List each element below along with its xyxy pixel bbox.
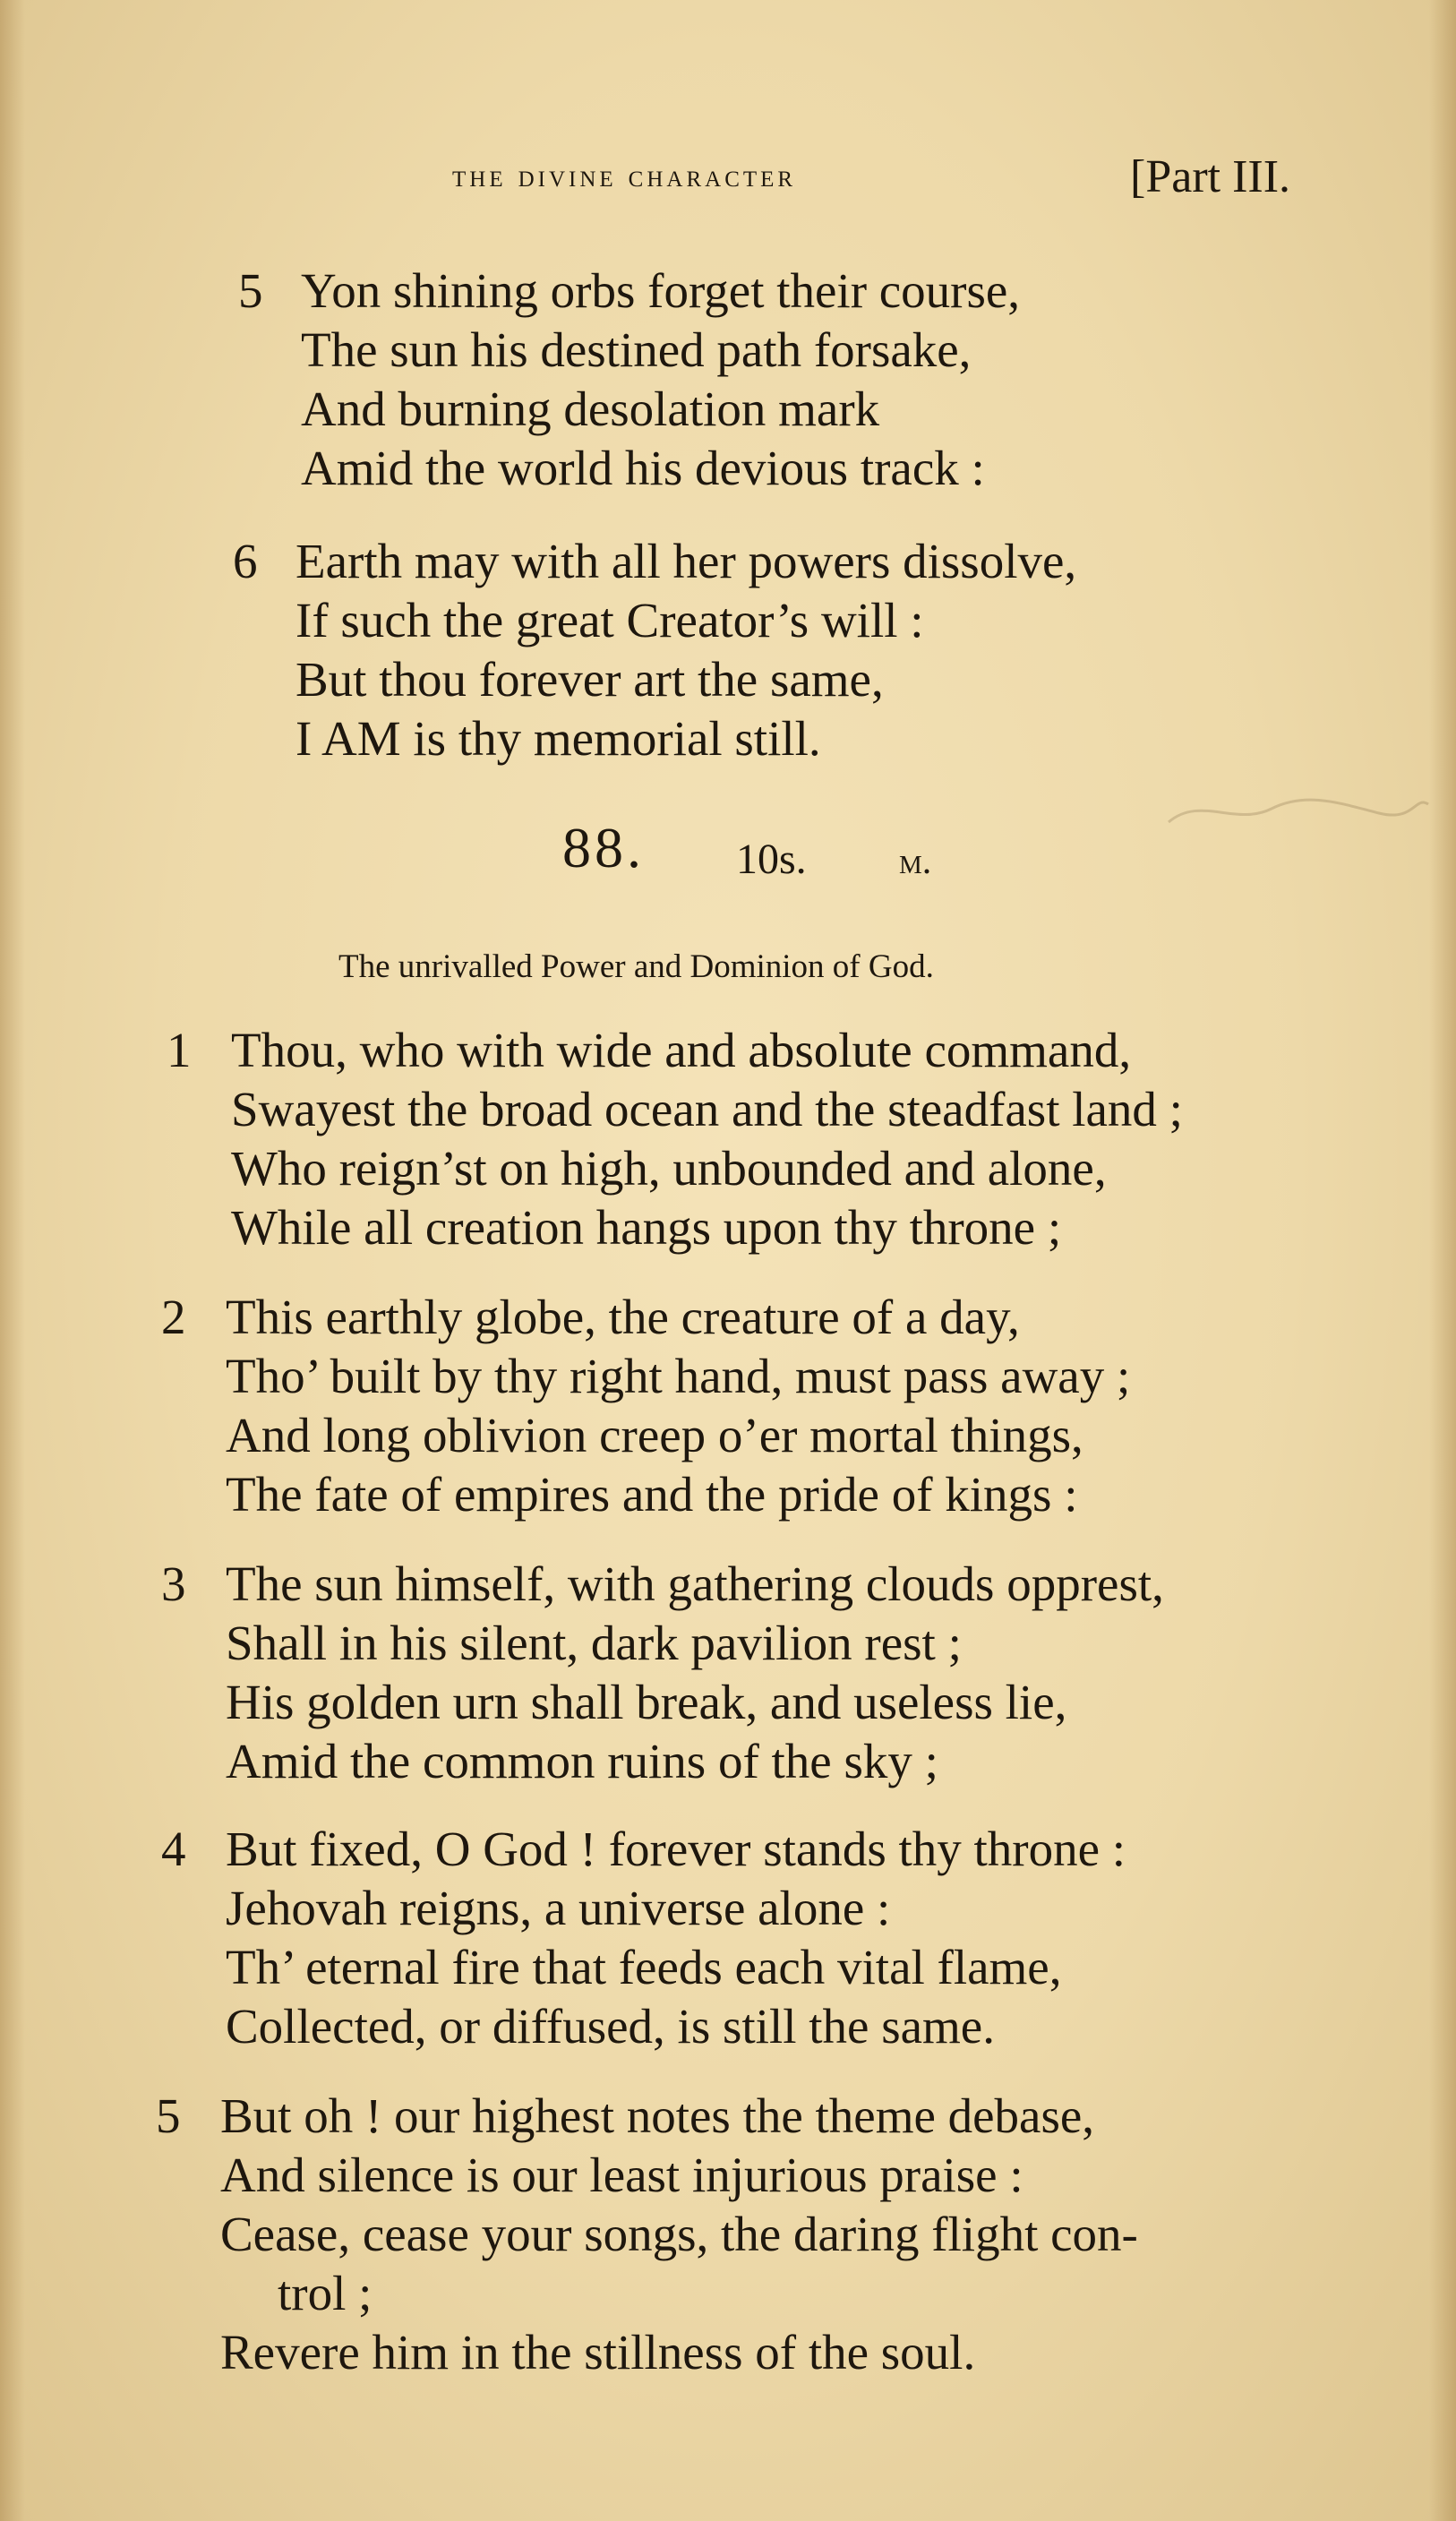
stanza-line: But fixed, O God ! forever stands thy throne : — [226, 1822, 1126, 1876]
stanza-line: Earth may with all her powers dissolve, — [295, 534, 1077, 588]
stanza-number: 5 — [156, 2088, 181, 2143]
page-right-edge — [1429, 0, 1456, 2521]
stanza-line: I AM is thy memorial still. — [295, 711, 821, 766]
stanza-line: This earthly globe, the creature of a day, — [226, 1290, 1020, 1344]
stanza-line: The sun himself, with gathering clouds opprest, — [226, 1556, 1164, 1611]
stanza-line: Amid the world his devious track : — [301, 441, 985, 495]
stanza-line-continuation: trol ; — [278, 2266, 373, 2320]
stanza-line: Collected, or diffused, is still the same. — [226, 1999, 995, 2054]
stanza-line: Tho’ built by thy right hand, must pass away ; — [226, 1349, 1131, 1403]
hymn-stanza-1 — [167, 1021, 1183, 1257]
stanza-line: Jehovah reigns, a universe alone : — [226, 1881, 891, 1935]
stanza-line: Cease, cease your songs, the daring flight con- — [220, 2207, 1138, 2261]
stanza-number: 3 — [161, 1556, 186, 1611]
stanza-line: While all creation hangs upon thy throne ; — [231, 1200, 1062, 1255]
stanza-line: Swayest the broad ocean and the steadfast land ; — [231, 1082, 1183, 1136]
stanza-line: And burning desolation mark — [301, 382, 880, 436]
hymn-stanza-2 — [161, 1288, 1131, 1524]
stanza-line: Yon shining orbs forget their course, — [301, 263, 1021, 318]
hymn-stanza-3 — [161, 1555, 1164, 1791]
stanza-line: Thou, who with wide and absolute command, — [231, 1023, 1132, 1077]
stanza-line: And silence is our least injurious praise : — [220, 2148, 1023, 2202]
stanza-number: 5 — [238, 263, 263, 318]
stanza-line: His golden urn shall break, and useless lie, — [226, 1675, 1067, 1729]
stanza-number: 1 — [167, 1023, 192, 1077]
page-left-edge — [0, 0, 25, 2521]
stanza-line: And long oblivion creep o’er mortal things, — [226, 1408, 1083, 1462]
pencil-marginalia — [1164, 777, 1433, 840]
hymn-stanza-5 — [156, 2087, 1138, 2382]
prev-stanza-5 — [238, 262, 1021, 498]
stanza-line: Amid the common ruins of the sky ; — [226, 1734, 938, 1788]
part-label: [Part III. — [1130, 151, 1291, 202]
stanza-number: 2 — [161, 1290, 186, 1344]
hymn-number: 88. — [562, 816, 645, 879]
hymn-meter-suffix: m. — [899, 841, 932, 882]
stanza-line: Revere him in the stillness of the soul. — [220, 2325, 976, 2380]
hymn-subtitle: The unrivalled Power and Dominion of God. — [338, 948, 934, 985]
stanza-line: Who reign’st on high, unbounded and alone, — [231, 1141, 1107, 1196]
stanza-line: But oh ! our highest notes the theme debase, — [220, 2088, 1095, 2143]
stanza-line: The fate of empires and the pride of kings : — [226, 1467, 1078, 1522]
prev-stanza-6 — [233, 532, 1077, 768]
hymn-stanza-4 — [161, 1820, 1126, 2056]
stanza-number: 6 — [233, 534, 258, 588]
stanza-line: The sun his destined path forsake, — [301, 322, 972, 377]
stanza-line: But thou forever art the same, — [295, 652, 884, 707]
stanza-number: 4 — [161, 1822, 186, 1876]
stanza-line: If such the great Creator’s will : — [295, 593, 924, 647]
hymn-meter: 10s. — [736, 836, 807, 883]
stanza-line: Th’ eternal fire that feeds each vital flame, — [226, 1940, 1062, 1994]
running-head: the divine character — [452, 158, 797, 193]
stanza-line: Shall in his silent, dark pavilion rest ; — [226, 1616, 962, 1670]
